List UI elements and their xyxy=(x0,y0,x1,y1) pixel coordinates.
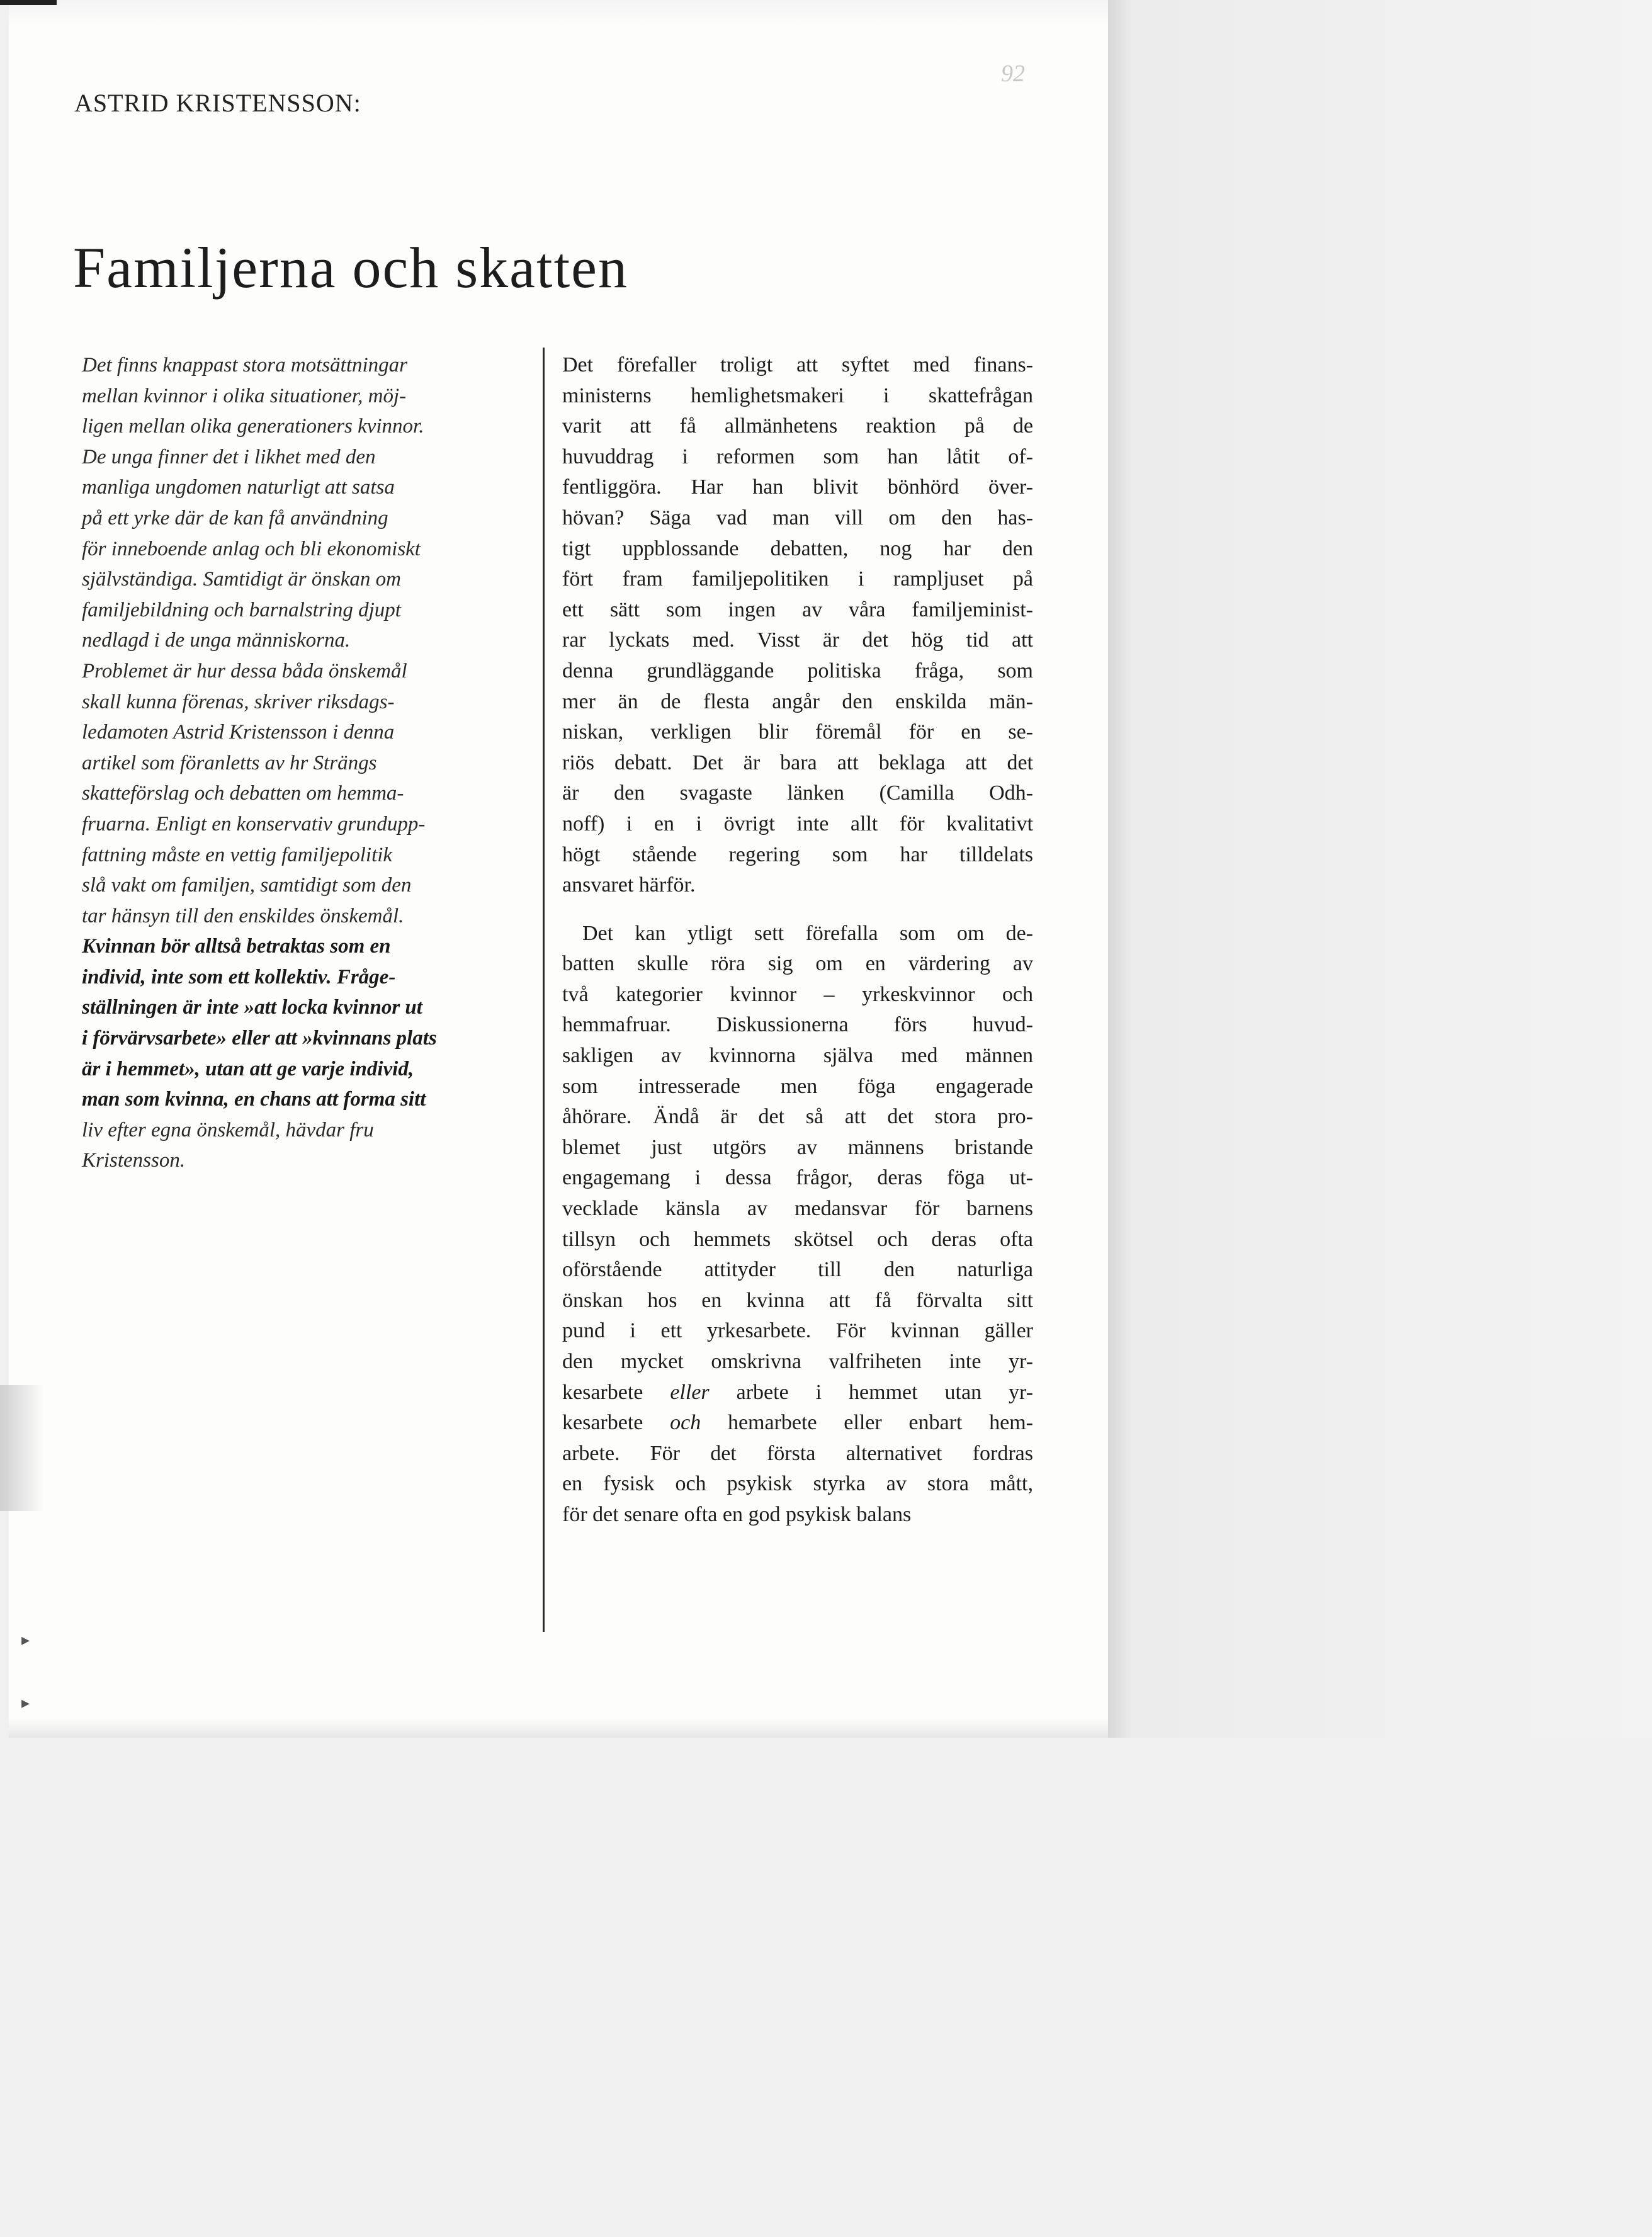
body-line: ministerns hemlighetsmakeri i skattefrågan xyxy=(562,383,1033,407)
lead-line: är i hemmet», utan att ge varje individ, xyxy=(82,1057,414,1080)
margin-tick-mark: ▸ xyxy=(21,1631,30,1649)
lead-line: Problemet är hur dessa båda önskemål xyxy=(82,659,407,682)
body-line: pund i ett yrkesarbete. För kvinnan gäller xyxy=(562,1319,1033,1343)
body-line: kesarbete och hemarbete eller enbart hem- xyxy=(562,1411,1033,1435)
lead-line: mellan kvinnor i olika situationer, möj- xyxy=(82,384,407,407)
body-line: hövan? Säga vad man vill om den has- xyxy=(562,506,1033,530)
body-line: önskan hos en kvinna att få förvalta sitt xyxy=(562,1288,1033,1312)
paragraph-gap xyxy=(562,901,1033,919)
lead-line: man som kvinna, en chans att forma sitt xyxy=(82,1088,426,1111)
author-name: ASTRID KRISTENSSON: xyxy=(74,89,361,117)
body-line: fört fram familjepolitiken i rampljuset på xyxy=(562,567,1033,591)
body-line: en fysisk och psykisk styrka av stora mått, xyxy=(562,1472,1033,1496)
column-divider xyxy=(543,348,545,1632)
lead-line: De unga finner det i likhet med den xyxy=(82,445,376,468)
article-title: Familjerna och skatten xyxy=(73,235,628,300)
body-line: denna grundläggande politiska fråga, som xyxy=(562,659,1033,682)
body-line: ansvaret härför. xyxy=(562,873,696,897)
lead-line: liv efter egna önskemål, hävdar fru xyxy=(82,1118,374,1141)
body-line: Det kan ytligt sett förefalla som om de- xyxy=(582,921,1033,945)
body-line: sakligen av kvinnorna själva med männen xyxy=(562,1044,1033,1068)
body-line: fentliggöra. Har han blivit bönhörd över- xyxy=(562,475,1033,499)
lead-line: individ, inte som ett kollektiv. Fråge- xyxy=(82,965,396,988)
body-line: för det senare ofta en god psykisk balans xyxy=(562,1502,912,1526)
body-line: blemet just utgörs av männens bristande xyxy=(562,1135,1033,1159)
body-line: högt stående regering som har tilldelats xyxy=(562,842,1033,866)
body-line: är den svagaste länken (Camilla Odh- xyxy=(562,781,1033,805)
lead-line: fruarna. Enligt en konservativ grundupp- xyxy=(82,812,426,835)
body-line: mer än de flesta angår den enskilda män- xyxy=(562,689,1033,713)
lead-line: familjebildning och barnalstring djupt xyxy=(82,598,401,621)
body-line: två kategorier kvinnor – yrkeskvinnor och xyxy=(562,982,1033,1006)
page-fold-shadow xyxy=(0,1385,44,1511)
margin-tick-mark: ▸ xyxy=(21,1694,30,1712)
page-top-edge xyxy=(0,0,1108,25)
page-bottom-edge xyxy=(0,1719,1108,1738)
lead-line: Kristensson. xyxy=(82,1149,186,1172)
body-line: hemmafruar. Diskussionerna förs huvud- xyxy=(562,1013,1033,1037)
lead-line: slå vakt om familjen, samtidigt som den xyxy=(82,874,412,897)
body-line: tillsyn och hemmets skötsel och deras ofta xyxy=(562,1227,1033,1251)
lead-paragraph xyxy=(82,350,535,1176)
lead-line: självständiga. Samtidigt är önskan om xyxy=(82,568,401,591)
body-line: kesarbete eller arbete i hemmet utan yr- xyxy=(562,1380,1033,1404)
body-line: arbete. För det första alternativet fordras xyxy=(562,1441,1033,1465)
lead-line: ledamoten Astrid Kristensson i denna xyxy=(82,721,395,744)
lead-line: på ett yrke där de kan få användning xyxy=(82,506,388,530)
lead-line: fattning måste en vettig familjepolitik xyxy=(82,843,393,866)
show-through-text xyxy=(19,1250,535,1281)
lead-line: Det finns knappast stora motsättningar xyxy=(82,354,408,377)
lead-line: nedlagd i de unga människorna. xyxy=(82,629,351,652)
body-line: vecklade känsla av medansvar för barnens xyxy=(562,1197,1033,1221)
body-line: tigt uppblossande debatten, nog har den xyxy=(562,536,1033,560)
body-line: huvuddrag i reformen som han låtit of- xyxy=(562,445,1033,468)
body-line: åhörare. Ändå är det så att det stora pro- xyxy=(562,1105,1033,1129)
body-line: batten skulle röra sig om en värdering av xyxy=(562,952,1033,976)
scan-corner-mark xyxy=(0,0,57,5)
body-line: varit att få allmänhetens reaktion på de xyxy=(562,414,1033,438)
lead-line: ställningen är inte »att locka kvinnor ut xyxy=(82,996,422,1019)
lead-line: skatteförslag och debatten om hemma- xyxy=(82,782,404,805)
lead-line: tar hänsyn till den enskildes önskemål. xyxy=(82,904,404,927)
body-line: ett sätt som ingen av våra familjeminist- xyxy=(562,597,1033,621)
page-number: 92 xyxy=(1001,60,1025,87)
lead-line: Kvinnan bör alltså betraktas som en xyxy=(82,935,391,958)
body-line: oförstående attityder till den naturliga xyxy=(562,1258,1033,1282)
lead-line: manliga ungdomen naturligt att satsa xyxy=(82,476,395,499)
lead-line: för inneboende anlag och bli ekonomiskt xyxy=(82,537,421,560)
lead-line: skall kunna förenas, skriver riksdags- xyxy=(82,690,395,713)
lead-line: i förvärvsarbete» eller att »kvinnans plats xyxy=(82,1027,437,1050)
body-line: noff) i en i övrigt inte allt för kvalitativt xyxy=(562,812,1033,835)
body-line: engagemang i dessa frågor, deras föga ut- xyxy=(562,1166,1033,1190)
body-line: rar lyckats med. Visst är det hög tid att xyxy=(562,628,1033,652)
scan-background-bottom xyxy=(0,1738,1652,2237)
body-line: Det förefaller troligt att syftet med finans- xyxy=(562,353,1033,377)
body-line: niskan, verkligen blir föremål för en se- xyxy=(562,720,1033,744)
body-text-column xyxy=(562,350,1033,1531)
body-line: den mycket omskrivna valfriheten inte yr- xyxy=(562,1350,1033,1373)
body-line: som intresserade men föga engagerade xyxy=(562,1074,1033,1098)
lead-line: ligen mellan olika generationers kvinnor. xyxy=(82,415,424,438)
body-line: riös debatt. Det är bara att beklaga att det xyxy=(562,750,1033,774)
lead-line: artikel som föranletts av hr Strängs xyxy=(82,751,377,774)
scan-background-right xyxy=(1108,0,1652,1738)
